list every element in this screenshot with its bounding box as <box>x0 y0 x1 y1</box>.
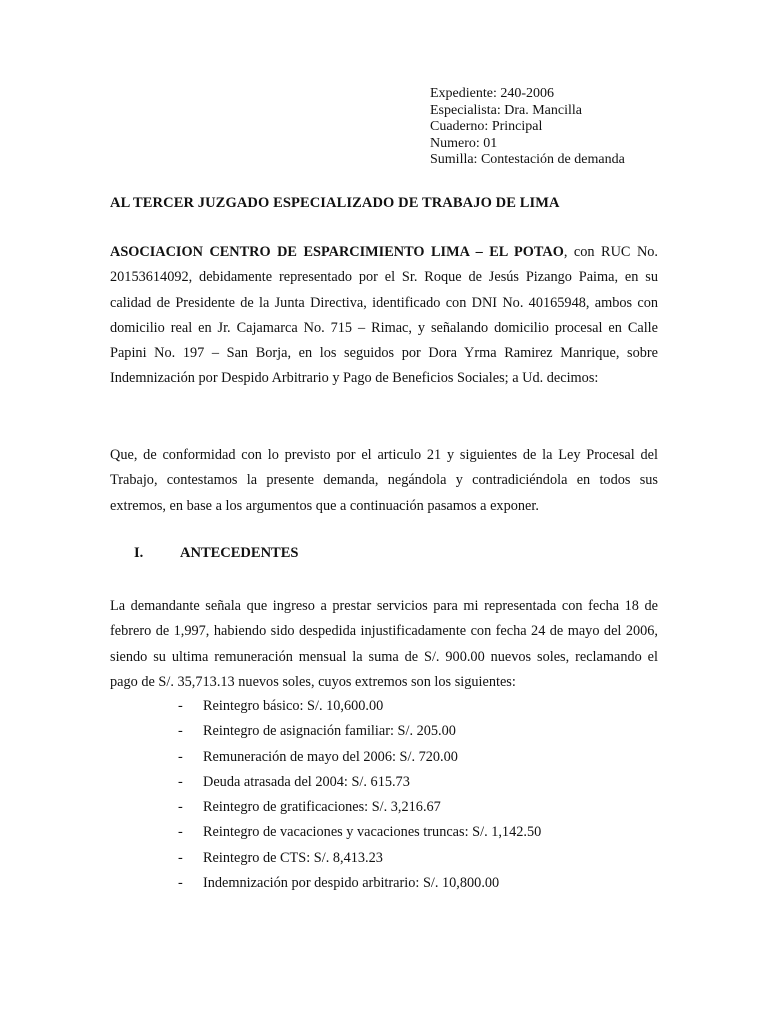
list-item <box>178 846 541 871</box>
intro-text: , con RUC No. 20153614092, debidamente representado por el Sr. Roque de Jesús Pizango Paima, en su calidad de Presidente de la Junta Directiva, identificado con DNI No. 40165948, ambos con domicilio real en Jr. Cajamarca No. 715 – Rimac, y señalando domicilio procesal en Calle Papini No. 197 – San Borja, en los seguidos por Dora Yrma Ramirez Manrique, sobre Indemnización por Despido Arbitrario y Pago de Beneficios Sociales; a Ud. decimos: <box>110 244 658 387</box>
list-dash: - <box>178 799 183 816</box>
antecedentes-paragraph: La demandante señala que ingreso a prestar servicios para mi representada con fecha 18 de febrero de 1,997, habiendo sido despedida injustificadamente con fecha 24 de mayo del 2006, siendo su ultima remuneración mensual la suma de S/. 900.00 nuevos soles, reclamando el pago de S/. 35,713.13 nuevos soles, cuyos extremos son los siguientes: <box>110 598 658 690</box>
list-item-text: Remuneración de mayo del 2006: S/. 720.00 <box>203 748 458 765</box>
list-item-text: Reintegro de gratificaciones: S/. 3,216.67 <box>203 799 441 816</box>
case-header <box>430 86 625 169</box>
intro-paragraph <box>110 240 658 392</box>
list-dash: - <box>178 849 183 866</box>
claims-list <box>178 694 541 896</box>
list-item-text: Reintegro de vacaciones y vacaciones truncas: S/. 1,142.50 <box>203 824 542 841</box>
especialista-line: Especialista: Dra. Mancilla <box>430 102 582 118</box>
list-dash: - <box>178 773 183 790</box>
party-name: ASOCIACION CENTRO DE ESPARCIMIENTO LIMA – EL POTAO <box>110 244 564 260</box>
list-item <box>178 871 541 896</box>
section-number: I. <box>134 545 144 561</box>
list-item-text: Reintegro de asignación familiar: S/. 205.00 <box>203 723 456 740</box>
list-item-text: Indemnización por despido arbitrario: S/. 10,800.00 <box>203 875 500 892</box>
numero-line: Numero: 01 <box>430 135 498 151</box>
list-item <box>178 820 541 845</box>
list-dash: - <box>178 824 183 841</box>
section-title: ANTECEDENTES <box>180 545 299 561</box>
list-dash: - <box>178 748 183 765</box>
expediente-line: Expediente: 240-2006 <box>430 86 555 101</box>
list-item <box>178 719 541 744</box>
response-paragraph: Que, de conformidad con lo previsto por el articulo 21 y siguientes de la Ley Procesal del Trabajo, contestamos la presente demanda, negándola y contradiciéndola en todos sus extremos, en base a los argumentos que a continuación pasamos a exponer. <box>110 447 658 514</box>
cuaderno-line: Cuaderno: Principal <box>430 119 543 134</box>
list-item <box>178 795 541 820</box>
list-item-text: Reintegro de CTS: S/. 8,413.23 <box>203 849 383 866</box>
list-item <box>178 745 541 770</box>
list-item <box>178 770 541 795</box>
list-dash: - <box>178 875 183 892</box>
court-title: AL TERCER JUZGADO ESPECIALIZADO DE TRABAJO DE LIMA <box>110 195 560 211</box>
list-item <box>178 694 541 719</box>
sumilla-line: Sumilla: Contestación de demanda <box>430 152 625 167</box>
list-dash: - <box>178 698 183 714</box>
list-dash: - <box>178 723 183 740</box>
list-item-text: Deuda atrasada del 2004: S/. 615.73 <box>203 773 410 790</box>
list-item-text: Reintegro básico: S/. 10,600.00 <box>203 698 384 714</box>
